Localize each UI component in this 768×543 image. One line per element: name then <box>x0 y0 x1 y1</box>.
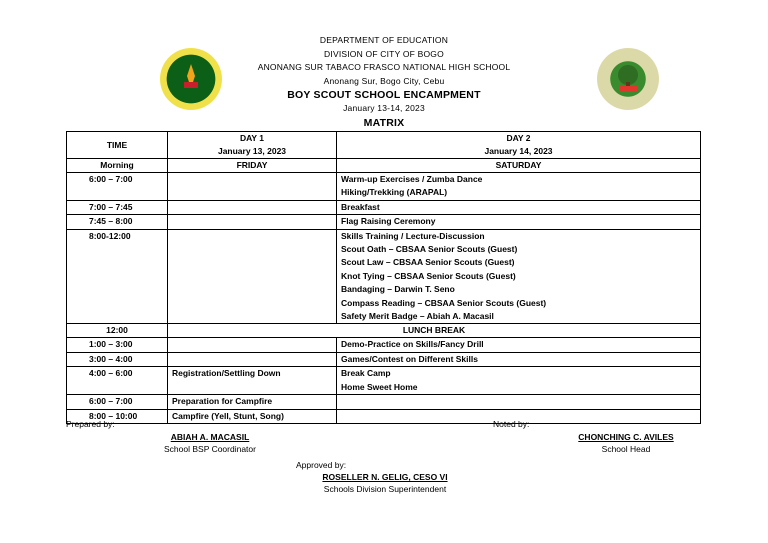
table-row <box>67 338 701 352</box>
table-row <box>67 395 701 409</box>
day1-activity-cell <box>168 395 337 409</box>
friday-label: FRIDAY <box>168 159 337 173</box>
table-row <box>67 229 701 324</box>
prepared-title: School BSP Coordinator <box>164 444 256 454</box>
day2-activity-cell <box>337 229 701 324</box>
activity-line: Compass Reading – CBSAA Senior Scouts (Guest) <box>341 297 547 308</box>
activity-line: Warm-up Exercises / Zumba Dance <box>341 174 483 184</box>
day2-activity-cell <box>337 395 701 409</box>
school-name: ANONANG SUR TABACO FRASCO NATIONAL HIGH SCHOOL <box>257 62 511 72</box>
day2-activity-cell <box>337 338 701 352</box>
morning-label: Morning <box>67 159 168 173</box>
activity-line: Home Sweet Home <box>341 381 418 392</box>
activity-line: Campfire (Yell, Stunt, Song) <box>172 410 284 421</box>
noted-block <box>566 432 686 454</box>
activity-line: Scout Oath – CBSAA Senior Scouts (Guest) <box>341 244 518 255</box>
row-time: 7:45 – 8:00 <box>67 215 168 229</box>
table-row <box>67 173 701 201</box>
day2-activity-cell <box>337 173 701 201</box>
activity-line: Bandaging – Darwin T. Seno <box>341 284 455 295</box>
schedule-table <box>66 131 701 424</box>
day1-activity-cell <box>168 352 337 366</box>
saturday-label: SATURDAY <box>337 159 701 173</box>
day1-activity-cell <box>168 409 337 423</box>
day1-activity-cell <box>168 338 337 352</box>
division: DIVISION OF CITY OF BOGO <box>324 48 444 59</box>
activity-line: Breakfast <box>341 201 380 212</box>
day1-activity-cell <box>168 200 337 214</box>
row-time: 6:00 – 7:00 <box>67 395 168 409</box>
event-dates: January 13-14, 2023 <box>343 103 425 113</box>
day2-activity-cell <box>337 215 701 229</box>
activity-line: Break Camp <box>341 368 391 379</box>
row-time: 1:00 – 3:00 <box>67 338 168 352</box>
day2-header <box>337 132 701 159</box>
activity-line: Flag Raising Ceremony <box>341 216 436 227</box>
row-time: 4:00 – 6:00 <box>67 367 168 395</box>
day1-activity-cell <box>168 215 337 229</box>
activity-line: Demo-Practice on Skills/Fancy Drill <box>341 339 484 350</box>
table-row <box>67 352 701 366</box>
row-time: 3:00 – 4:00 <box>67 352 168 366</box>
lunch-break-cell: LUNCH BREAK <box>168 324 701 338</box>
weekday-row <box>67 159 701 173</box>
activity-line: Hiking/Trekking (ARAPAL) <box>341 187 448 198</box>
activity-line: Safety Merit Badge – Abiah A. Macasil <box>341 311 494 322</box>
day2-date: January 14, 2023 <box>484 146 553 156</box>
table-row <box>67 324 701 338</box>
noted-title: School Head <box>601 444 651 454</box>
event-title: BOY SCOUT SCHOOL ENCAMPMENT <box>287 89 481 101</box>
school-address: Anonang Sur, Bogo City, Cebu <box>323 75 445 86</box>
row-time: 8:00-12:00 <box>67 229 168 324</box>
row-time: 7:00 – 7:45 <box>67 200 168 214</box>
noted-label: Noted by: <box>493 419 530 429</box>
day1-activity-cell <box>168 367 337 395</box>
prepared-block <box>150 432 270 454</box>
day2-title: DAY 2 <box>506 133 531 143</box>
row-time: 12:00 <box>67 324 168 338</box>
day1-activity-cell <box>168 173 337 201</box>
activity-line: Preparation for Campfire <box>172 396 273 407</box>
day1-title: DAY 1 <box>239 133 265 143</box>
day2-activity-cell <box>337 367 701 395</box>
activity-line: Games/Contest on Different Skills <box>341 353 478 364</box>
table-row <box>67 409 701 423</box>
day1-header <box>168 132 337 159</box>
activity-line: Registration/Settling Down <box>172 368 281 379</box>
activity-line: Skills Training / Lecture-Discussion <box>341 230 485 241</box>
day1-activity-cell <box>168 229 337 324</box>
approved-title: Schools Division Superintendent <box>323 484 447 494</box>
document-header <box>0 34 768 130</box>
day2-activity-cell <box>337 352 701 366</box>
doc-title: MATRIX <box>363 116 405 129</box>
day1-date: January 13, 2023 <box>217 146 287 156</box>
approved-name: ROSELLER N. GELIG, CESO VI <box>322 472 448 482</box>
noted-name: CHONCHING C. AVILES <box>578 432 674 442</box>
row-time: 6:00 – 7:00 <box>67 173 168 201</box>
table-row <box>67 200 701 214</box>
table-row <box>67 215 701 229</box>
activity-line: Knot Tying – CBSAA Senior Scouts (Guest) <box>341 270 516 281</box>
row-time: 8:00 – 10:00 <box>67 409 168 423</box>
approved-label: Approved by: <box>296 460 347 470</box>
prepared-label: Prepared by: <box>66 419 115 429</box>
table-header-row <box>67 132 701 159</box>
day2-activity-cell <box>337 200 701 214</box>
activity-line: Scout Law – CBSAA Senior Scouts (Guest) <box>341 257 515 268</box>
time-header: TIME <box>67 132 168 159</box>
department: DEPARTMENT OF EDUCATION <box>319 35 449 45</box>
prepared-name: ABIAH A. MACASIL <box>170 432 250 442</box>
table-row <box>67 367 701 395</box>
approved-block <box>300 472 470 494</box>
